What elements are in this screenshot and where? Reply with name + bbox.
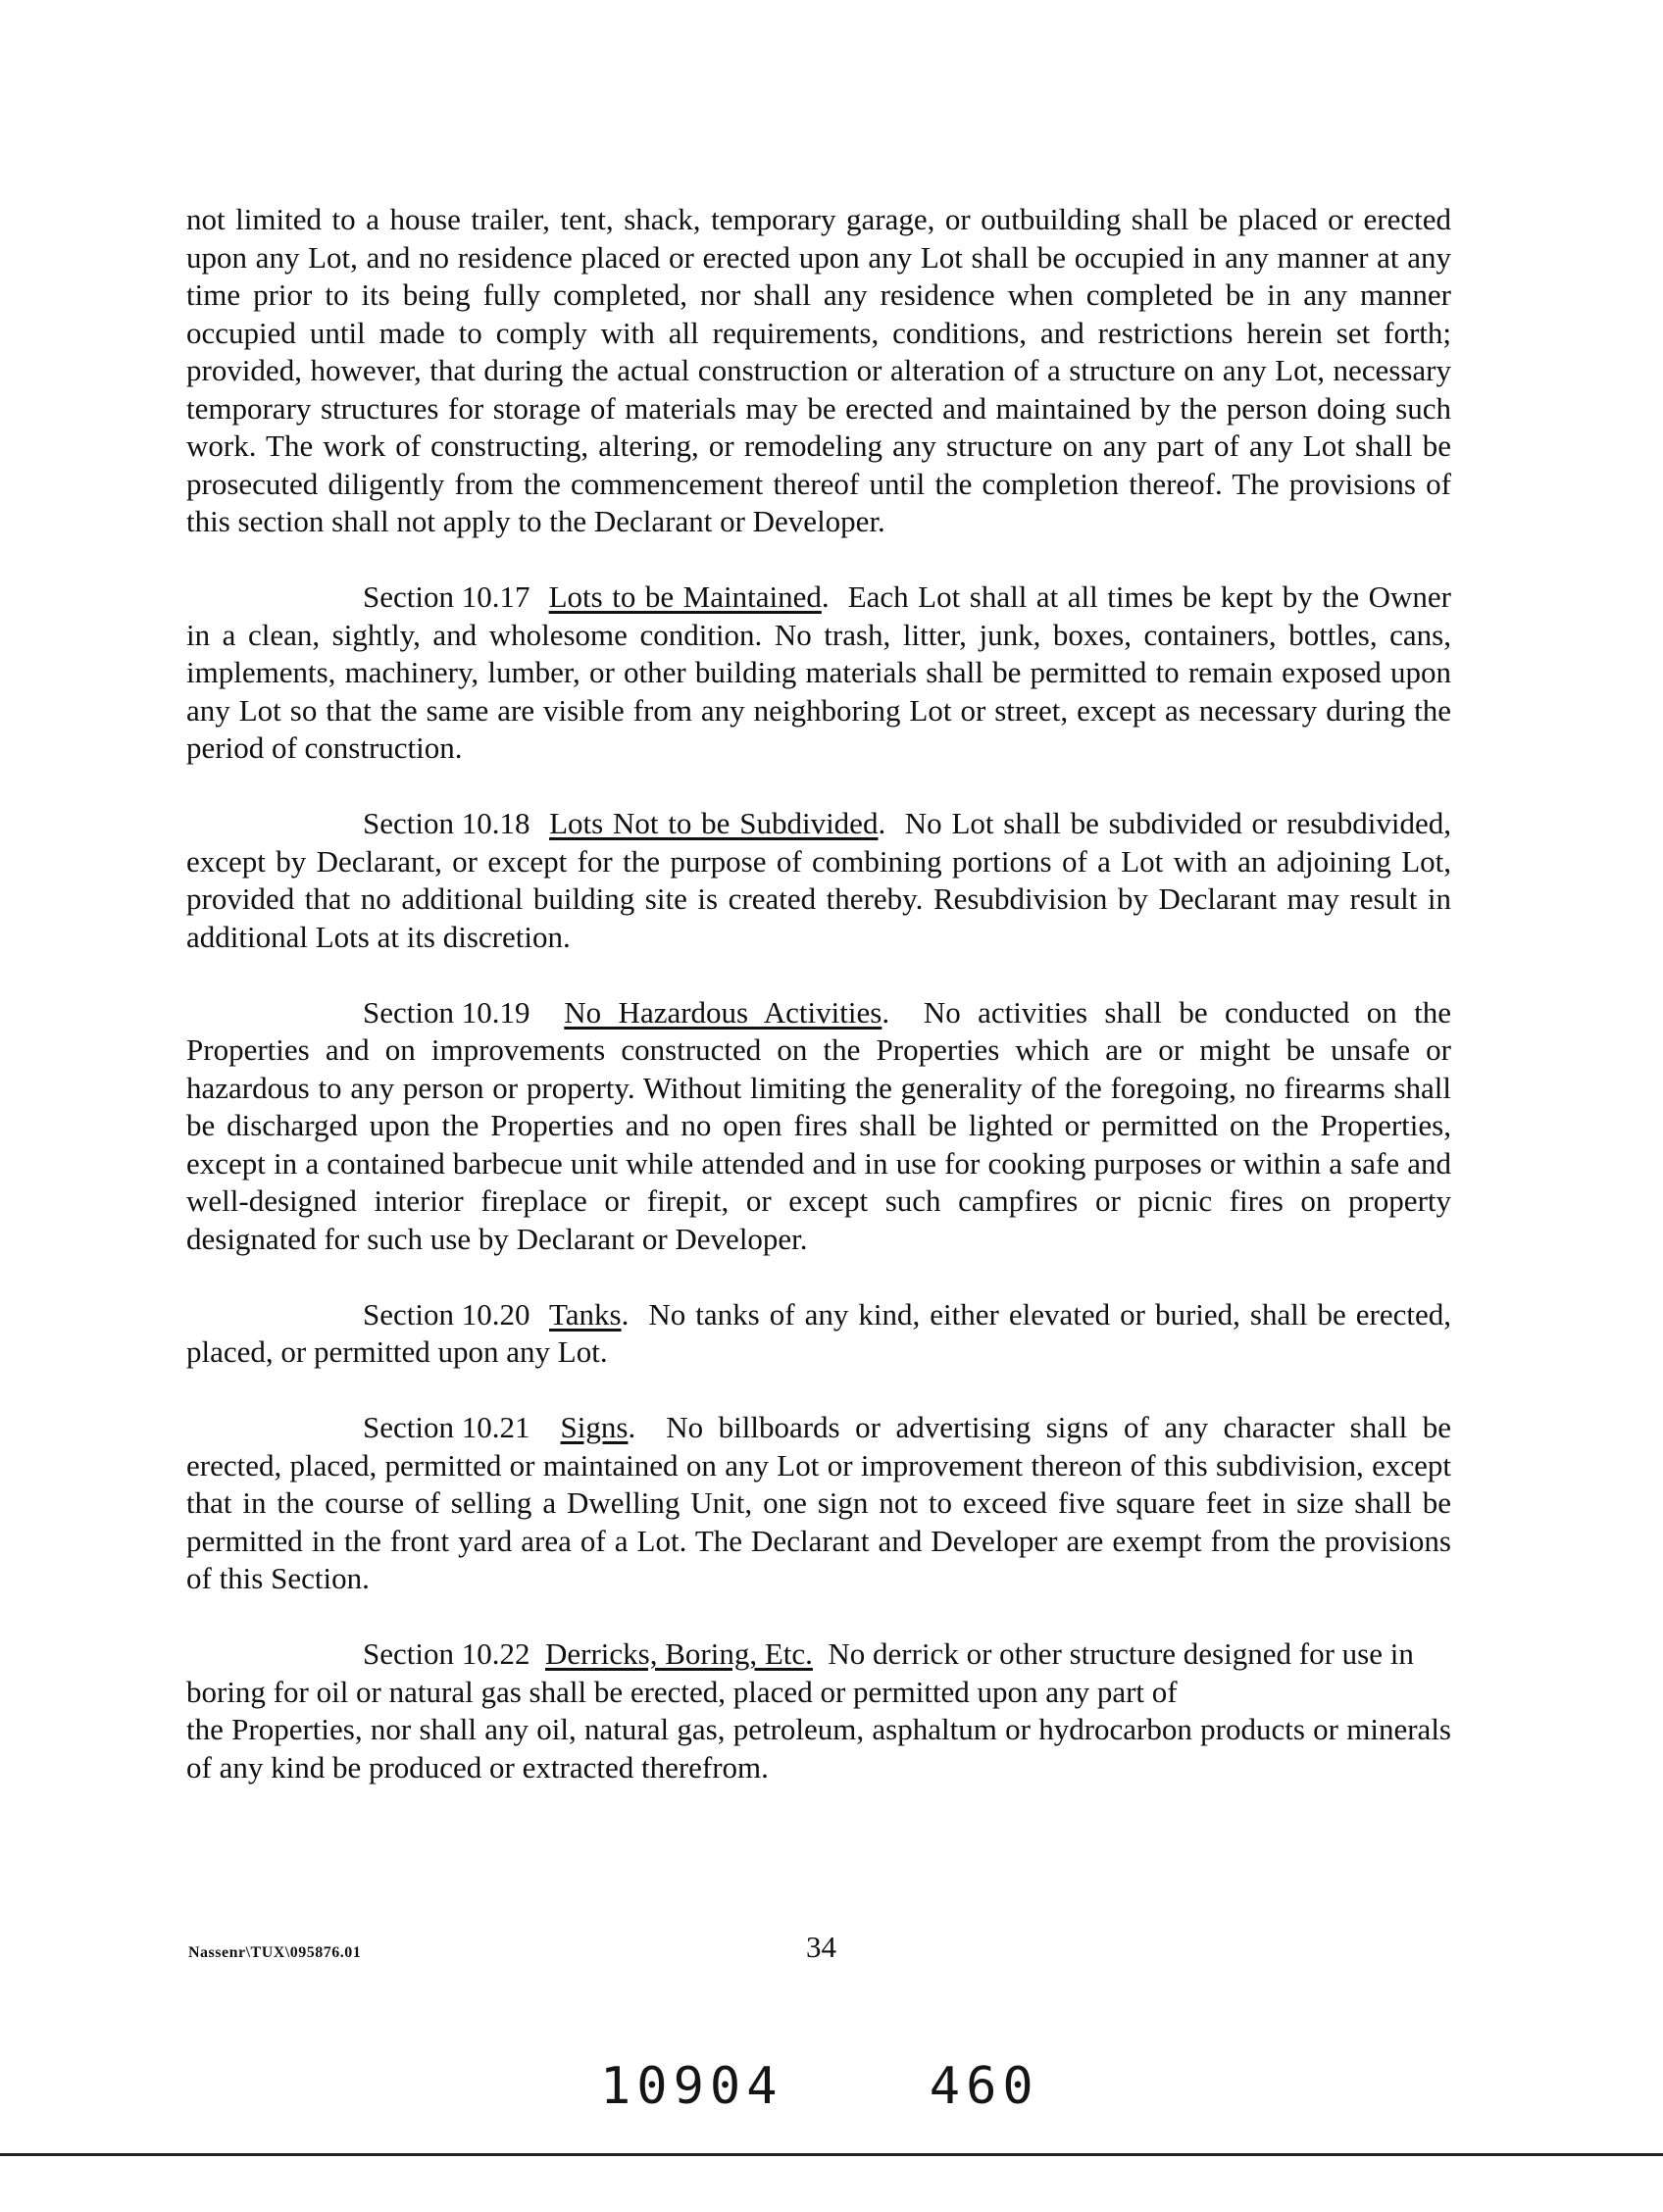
- heading-punctuation: .: [821, 579, 830, 614]
- file-reference: Nassenr\TUX\095876.01: [188, 1944, 362, 1961]
- heading-punctuation: .: [628, 1410, 636, 1444]
- section-text: No billboards or advertising signs of any character shall be erected, placed, permitted or maintained on any Lot or improvement thereon of this subdivision, except that in the course of selling a Dwelling Unit, one sign not to exceed five square feet in size shall be permitted in the front yard area of a Lot. The Declarant and Developer are exempt from the provisions of this Section.: [186, 1410, 1451, 1595]
- section-10-18: [186, 805, 1451, 956]
- heading-punctuation: .: [882, 994, 890, 1030]
- section-number: Section 10.17: [363, 579, 530, 614]
- recording-book-number: 10904: [600, 2057, 783, 2116]
- continuation-paragraph: not limited to a house trailer, tent, shack, temporary garage, or outbuilding shall be placed or erected upon any Lot, and no residence placed or erected upon any Lot shall be occupied in any manner at any time prior to its being fully completed, nor shall any residence when completed be in any manner occupied until made to comply with all requirements, conditions, and restrictions herein set forth; provided, however, that during the actual construction or alteration of a structure on any Lot, necessary temporary structures for storage of materials may be erected and maintained by the person doing such work. The work of constructing, altering, or remodeling any structure on any part of any Lot shall be prosecuted diligently from the commencement thereof until the completion thereof. The provisions of this section shall not apply to the Declarant or Developer.: [186, 202, 1451, 538]
- section-text: No derrick or other structure designed for use in boring for oil or natural gas shall be erected, placed or permitted upon any part of: [186, 1636, 1414, 1709]
- section-number: Section 10.22: [363, 1636, 530, 1671]
- section-text: No tanks of any kind, either elevated or buried, shall be erected, placed, or permitted upon any Lot.: [186, 1296, 1451, 1369]
- section-text-continued: the Properties, nor shall any oil, natural gas, petroleum, asphaltum or hydrocarbon products or minerals of any kind be produced or extracted therefrom.: [186, 1712, 1451, 1785]
- document-body: [186, 201, 1451, 1825]
- section-10-22: [186, 1635, 1451, 1786]
- section-number: Section 10.20: [363, 1296, 530, 1332]
- section-text: No activities shall be conducted on the Properties and on improvements constructed on the Properties which are or might be unsafe or hazardous to any person or property. Without limiting the generality of the foregoing, no firearms shall be discharged upon the Properties and no open fires shall be lighted or permitted on the Properties, except in a contained barbecue unit while attended and in use for cooking purposes or within a safe and well-designed interior fireplace or firepit, or except such campfires or picnic fires on property designated for such use by Declarant or Developer.: [186, 994, 1452, 1256]
- section-10-17: [186, 578, 1451, 768]
- section-text: No Lot shall be subdivided or resubdivided, except by Declarant, or except for the purpose of combining portions of a Lot with an adjoining Lot, provided that no additional building site is created thereby. Resubdivision by Declarant may result in additional Lots at its discretion.: [186, 806, 1452, 954]
- section-heading: No Hazardous Activities: [564, 994, 882, 1030]
- bottom-rule: [0, 2153, 1663, 2156]
- section-heading: Lots Not to be Subdivided: [549, 806, 879, 840]
- section-10-19: [186, 994, 1451, 1259]
- recording-stamp: [600, 2057, 1039, 2116]
- page-number: 34: [806, 1930, 836, 1964]
- section-number: Section 10.21: [363, 1410, 530, 1444]
- section-10-20: [186, 1296, 1451, 1372]
- section-heading: Signs: [560, 1410, 629, 1444]
- section-heading: Tanks: [548, 1296, 622, 1332]
- section-line: [186, 1635, 1451, 1711]
- section-10-21: [186, 1409, 1451, 1598]
- section-text: Each Lot shall at all times be kept by the Owner in a clean, sightly, and wholesome condition. No trash, litter, junk, boxes, containers, bottles, cans, implements, machinery, lumber, or other building materials shall be permitted to remain exposed upon any Lot so that the same are visible from any neighboring Lot or street, except as necessary during the period of construction.: [186, 579, 1451, 765]
- heading-punctuation: .: [621, 1296, 630, 1332]
- heading-punctuation: .: [878, 806, 886, 840]
- section-number: Section 10.18: [363, 806, 530, 840]
- recording-page-number: 460: [929, 2057, 1039, 2116]
- section-heading: Lots to be Maintained: [548, 579, 822, 614]
- section-number: Section 10.19: [363, 994, 530, 1030]
- section-heading: Derricks, Boring, Etc.: [545, 1636, 813, 1671]
